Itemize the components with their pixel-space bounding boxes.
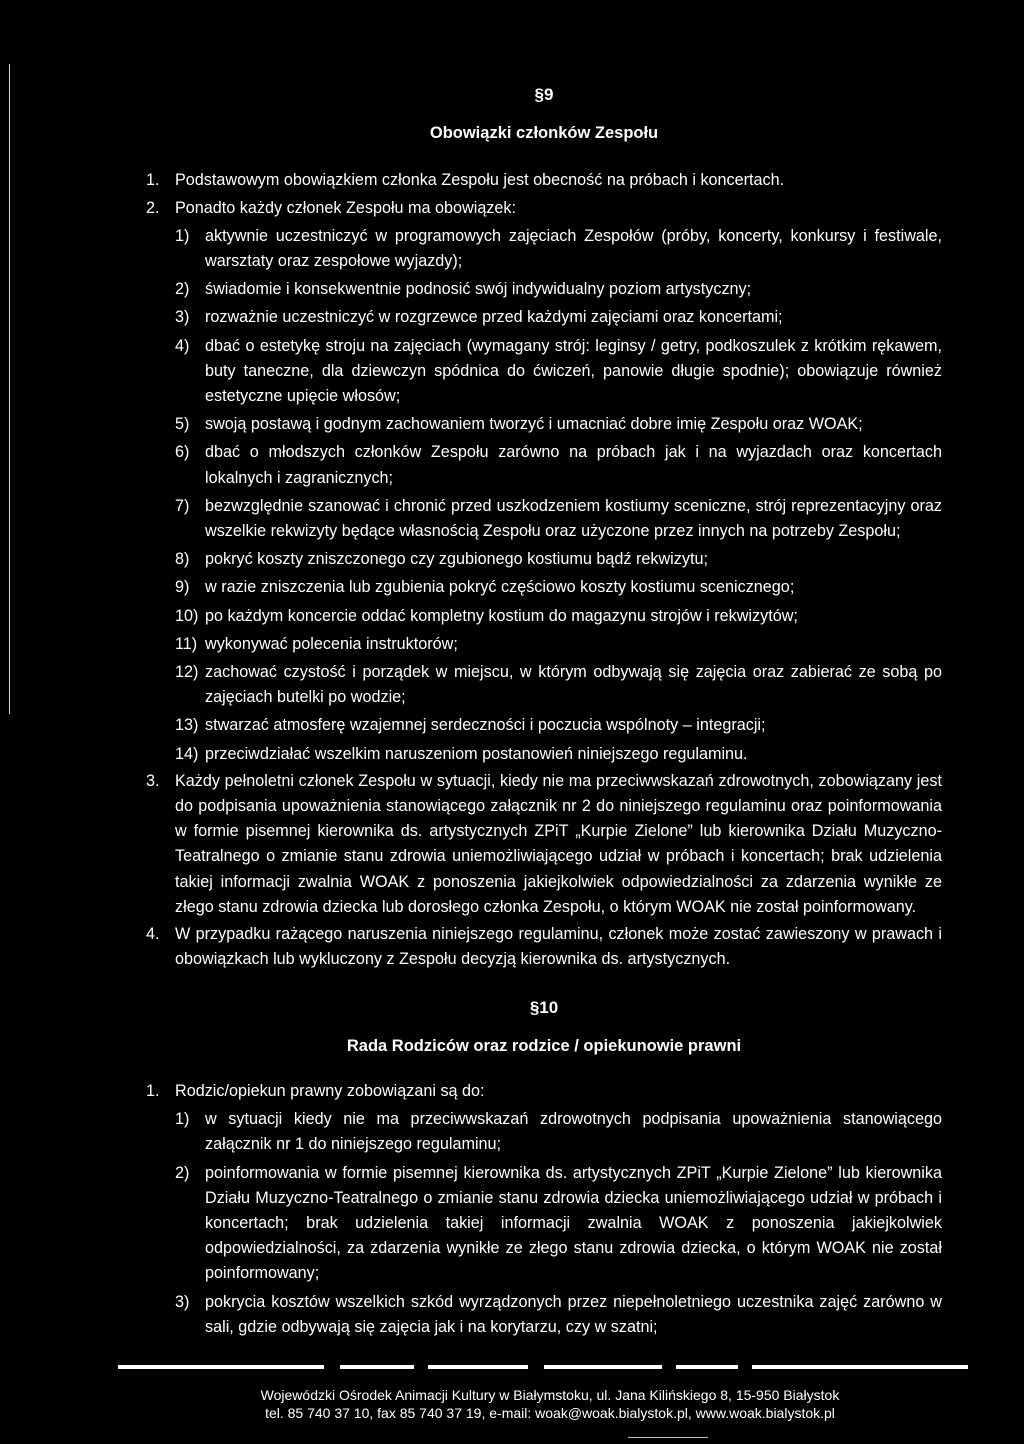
sub-item xyxy=(175,305,942,330)
sub-item-text: aktywnie uczestniczyć w programowych zajęciach Zespołów (próby, koncerty, konkursy i festiwale, warsztaty oraz zespołowe wyjazdy); xyxy=(205,226,942,271)
sub-item-number: 1) xyxy=(175,226,190,245)
footer-address: Wojewódzki Ośrodek Animacji Kultury w Białymstoku, ul. Jana Kilińskiego 8, 15-950 Białystok xyxy=(260,1387,840,1403)
sub-item xyxy=(175,224,942,274)
sub-item-text: pokryć koszty zniszczonego czy zgubionego kostiumu bądź rekwizytu; xyxy=(205,550,708,569)
sub-item-text: pokrycia kosztów wszelkich szkód wyrządzonych przez niepełnoletniego uczestnika zajęć zarówno w sali, gdzie odbywają się zajęcia jak i na korytarzu, czy w szatni; xyxy=(205,1292,942,1336)
sub-item xyxy=(175,742,942,767)
sub-item-number: 3) xyxy=(175,308,190,327)
sub-item xyxy=(175,277,942,302)
footer-contact: tel. 85 740 37 10, fax 85 740 37 19, e-mail: woak@woak.bialystok.pl, www.woak.bialystok.pl xyxy=(265,1405,835,1421)
sub-item xyxy=(175,334,942,410)
footer-rule-segment xyxy=(676,1365,738,1369)
sub-item-text: po każdym koncercie oddać kompletny kostium do magazynu strojów i rekwizytów; xyxy=(205,606,798,625)
sub-item-number: 6) xyxy=(175,443,190,462)
sub-item-text: w sytuacji kiedy nie ma przeciwwskazań zdrowotnych podpisania upoważnienia stanowiącego załącznik nr 1 do niniejszego regulaminu; xyxy=(205,1110,942,1154)
list-item xyxy=(146,168,942,193)
sub-item xyxy=(175,1107,942,1157)
footer-rule-segment xyxy=(544,1365,662,1369)
list-item-text: W przypadku rażącego naruszenia niniejszego regulaminu, członek może zostać zawieszony w prawach i obowiązkach lub wykluczony z Zespołu decyzją kierownika ds. artystycznych. xyxy=(175,925,942,969)
sub-item-number: 14) xyxy=(175,744,199,763)
section-title: Rada Rodziców oraz rodzice / opiekunowie prawni xyxy=(346,1036,742,1055)
sub-item-number: 5) xyxy=(175,415,190,434)
sub-item-text: przeciwdziałać wszelkim naruszeniom postanowień niniejszego regulaminu. xyxy=(205,744,748,763)
footer-rule-segment xyxy=(118,1365,324,1369)
sub-item-text: świadomie i konsekwentnie podnosić swój indywidualny poziom artystyczny; xyxy=(205,280,752,299)
sub-item-number: 9) xyxy=(175,578,190,597)
list-item-text: Każdy pełnoletni członek Zespołu w sytuacji, kiedy nie ma przeciwwskazań zdrowotnych, zobowiązany jest do podpisania upoważnienia stanowiącego załącznik nr 2 do niniejszego regulaminu oraz poinformowania w formie pisemnej kierownika ds. artystycznych ZPiT „Kurpie Zielone” lub kierownika Działu Muzyczno-Teatralnego o zmianie stanu zdrowia uniemożliwiającego udział w próbach i koncertach; brak udzielenia takiej informacji zwalnia WOAK z ponoszenia jakiejkolwiek odpowiedzialności za zdarzenia wynikłe ze złego stanu zdrowia dziecka lub dorosłego członka Zespołu, o którym WOAK nie został poinformowany. xyxy=(175,771,942,916)
list-item-text: Podstawowym obowiązkiem członka Zespołu jest obecność na próbach i koncertach. xyxy=(175,171,785,190)
list-item-number: 1. xyxy=(146,1081,160,1100)
section-number: §9 xyxy=(534,85,554,104)
list-item-number: 1. xyxy=(146,171,160,190)
sub-item-text: zachować czystość i porządek w miejscu, w którym odbywają się zajęcia oraz zabierać ze sobą po zajęciach butelki po wodzie; xyxy=(205,663,942,707)
sub-item-text: poinformowania w formie pisemnej kierownika ds. artystycznych ZPiT „Kurpie Zielone” lub kierownika Działu Muzyczno-Teatralnego o zmianie stanu zdrowia dziecka uniemożliwiającego udział w próbach i koncertach; brak udzielenia takiej informacji zwalnia WOAK z ponoszenia jakiejkolwiek odpowiedzialności, za zdarzenia wynikłe ze złego stanu zdrowia dziecka, o którym WOAK nie został poinformowany; xyxy=(205,1163,942,1283)
sub-item-text: w razie zniszczenia lub zgubienia pokryć częściowo koszty kostiumu scenicznego; xyxy=(205,578,795,597)
list-item-text: Ponadto każdy członek Zespołu ma obowiązek: xyxy=(175,198,517,217)
section-9 xyxy=(146,82,942,973)
sub-item xyxy=(175,440,942,490)
sub-item-text: dbać o młodszych członków Zespołu zarówno na próbach jak i na wyjazdach oraz koncertach lokalnych i zagranicznych; xyxy=(205,443,942,487)
sub-item-number: 12) xyxy=(175,663,199,682)
sub-item-text: dbać o estetykę stroju na zajęciach (wymagany strój: leginsy / getry, podkoszulek z krótkim rękawem, buty taneczne, dla dziewczyn spódnica do ćwiczeń, panowie długie spodnie); obowiązuje również estetyczne upięcie włosów; xyxy=(205,336,942,406)
footer-rule-segment xyxy=(428,1365,528,1369)
footer-rule-segment xyxy=(340,1365,414,1369)
sub-item xyxy=(175,575,942,600)
sub-item xyxy=(175,604,942,629)
sub-item xyxy=(175,1290,942,1340)
list-item-number: 3. xyxy=(146,771,160,790)
list-item xyxy=(146,196,942,767)
list-item xyxy=(146,769,942,920)
sub-item xyxy=(175,660,942,710)
sub-item-text: wykonywać polecenia instruktorów; xyxy=(205,634,458,653)
section-number: §10 xyxy=(529,997,559,1017)
sub-item-number: 11) xyxy=(175,634,198,653)
document-body xyxy=(146,82,942,1340)
sub-item-number: 1) xyxy=(175,1110,190,1129)
sub-item-text: rozważnie uczestniczyć w rozgrzewce przed każdymi zajęciami oraz koncertami; xyxy=(205,308,783,327)
sub-item-text: bezwzględnie szanować i chronić przed uszkodzeniem kostiumy sceniczne, strój reprezentacyjny oraz wszelkie rekwizyty będące własnością Zespołu oraz użyczone przez innych na potrzeby Zespołu; xyxy=(205,496,942,541)
sub-item-number: 10) xyxy=(175,606,199,625)
scan-margin-line xyxy=(9,64,10,714)
sub-item xyxy=(175,412,942,437)
sub-item-number: 7) xyxy=(175,496,190,515)
sub-item xyxy=(175,494,942,544)
section-title: Obowiązki członków Zespołu xyxy=(429,124,659,143)
sub-item-number: 8) xyxy=(175,550,190,569)
sub-item xyxy=(175,1161,942,1287)
sub-item-number: 2) xyxy=(175,1163,190,1182)
list-item-number: 2. xyxy=(146,198,160,217)
scan-artifact-line xyxy=(628,1437,708,1438)
sub-item-text: stwarzać atmosferę wzajemnej serdeczności i poczucia wspólnoty – integracji; xyxy=(205,716,766,735)
sub-item-number: 3) xyxy=(175,1292,190,1311)
list-item xyxy=(146,1079,942,1340)
list-item-text: Rodzic/opiekun prawny zobowiązani są do: xyxy=(175,1081,485,1100)
sub-item-number: 2) xyxy=(175,280,190,299)
list-item xyxy=(146,922,942,972)
sub-item-text: swoją postawą i godnym zachowaniem tworzyć i umacniać dobre imię Zespołu oraz WOAK; xyxy=(205,415,863,434)
footer-rule-segment xyxy=(752,1365,968,1369)
sub-item xyxy=(175,713,942,738)
sub-item xyxy=(175,547,942,572)
sub-item xyxy=(175,632,942,657)
section-10 xyxy=(146,995,942,1340)
sub-item-number: 13) xyxy=(175,716,199,735)
sub-item-number: 4) xyxy=(175,336,190,355)
list-item-number: 4. xyxy=(146,925,160,944)
